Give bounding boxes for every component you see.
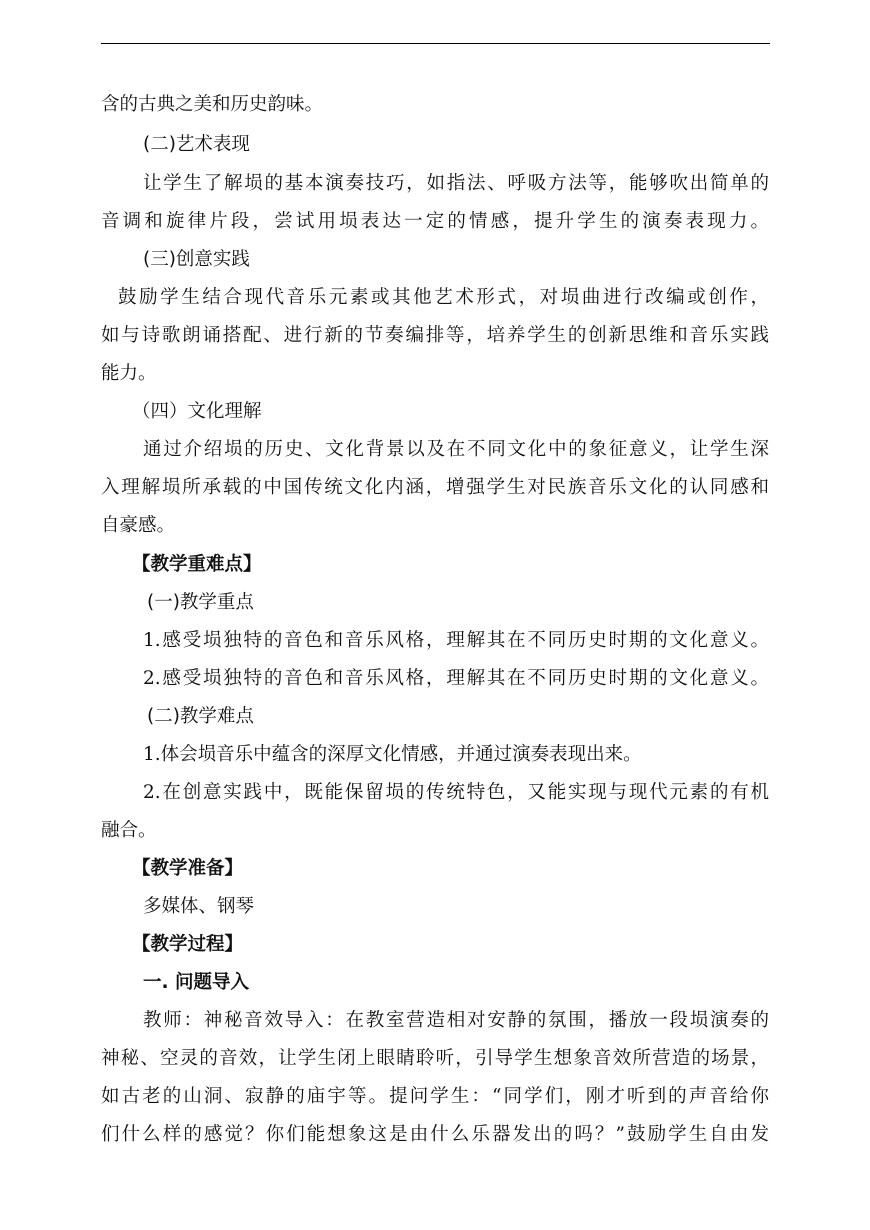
heading-teaching-preparation: 【教学准备】: [132, 858, 244, 879]
key-point-1: 1.感受埙独特的音色和音乐风格，理解其在不同历史时期的文化意义。: [143, 630, 769, 651]
para-aesthetic-end: 含的古典之美和历史韵味。: [101, 94, 324, 115]
heading-creative-practice: (三)创意实践: [143, 249, 250, 270]
para-creative-1: 鼓励学生结合现代音乐元素或其他艺术形式，对埙曲进行改编或创作，: [118, 287, 769, 308]
heading-teaching-process: 【教学过程】: [132, 934, 244, 955]
para-cultural-1: 通过介绍埙的历史、文化背景以及在不同文化中的象征意义，让学生深: [143, 439, 769, 460]
para-creative-3: 能力。: [101, 363, 157, 384]
difficult-point-2b: 融合。: [101, 820, 157, 841]
heading-key-difficult-points: 【教学重难点】: [132, 554, 262, 575]
preparation-items: 多媒体、钢琴: [143, 896, 255, 917]
para-teacher-1: 教师：神秘音效导入：在教室营造相对安静的氛围，播放一段埙演奏的: [143, 1010, 769, 1031]
para-artistic-2: 音调和旋律片段，尝试用埙表达一定的情感，提升学生的演奏表现力。: [101, 211, 769, 232]
difficult-point-2a: 2.在创意实践中，既能保留埙的传统特色，又能实现与现代元素的有机: [143, 782, 769, 803]
heading-key-points: (一)教学重点: [147, 592, 254, 613]
para-creative-2: 如与诗歌朗诵搭配、进行新的节奏编排等，培养学生的创新思维和音乐实践: [101, 325, 769, 346]
heading-artistic-expression: (二)艺术表现: [143, 134, 250, 155]
para-cultural-2: 入理解埙所承载的中国传统文化内涵，增强学生对民族音乐文化的认同感和: [101, 477, 769, 498]
para-teacher-3: 如古老的山洞、寂静的庙宇等。提问学生：“同学们，刚才听到的声音给你: [101, 1086, 769, 1107]
heading-difficult-points: (二)教学难点: [147, 706, 254, 727]
header-rule: [101, 43, 770, 44]
para-teacher-2: 神秘、空灵的音效，让学生闭上眼睛聆听，引导学生想象音效所营造的场景，: [101, 1048, 769, 1069]
heading-problem-introduction: 一. 问题导入: [143, 972, 249, 993]
para-artistic-1: 让学生了解埙的基本演奏技巧，如指法、呼吸方法等，能够吹出简单的: [143, 173, 769, 194]
difficult-point-1: 1.体会埙音乐中蕴含的深厚文化情感，并通过演奏表现出来。: [143, 744, 642, 765]
key-point-2: 2.感受埙独特的音色和音乐风格，理解其在不同历史时期的文化意义。: [143, 668, 769, 689]
heading-cultural-understanding: （四）文化理解: [132, 401, 262, 422]
para-cultural-3: 自豪感。: [101, 515, 176, 536]
para-teacher-4: 们什么样的感觉？你们能想象这是由什么乐器发出的吗？”鼓励学生自由发: [101, 1124, 769, 1145]
